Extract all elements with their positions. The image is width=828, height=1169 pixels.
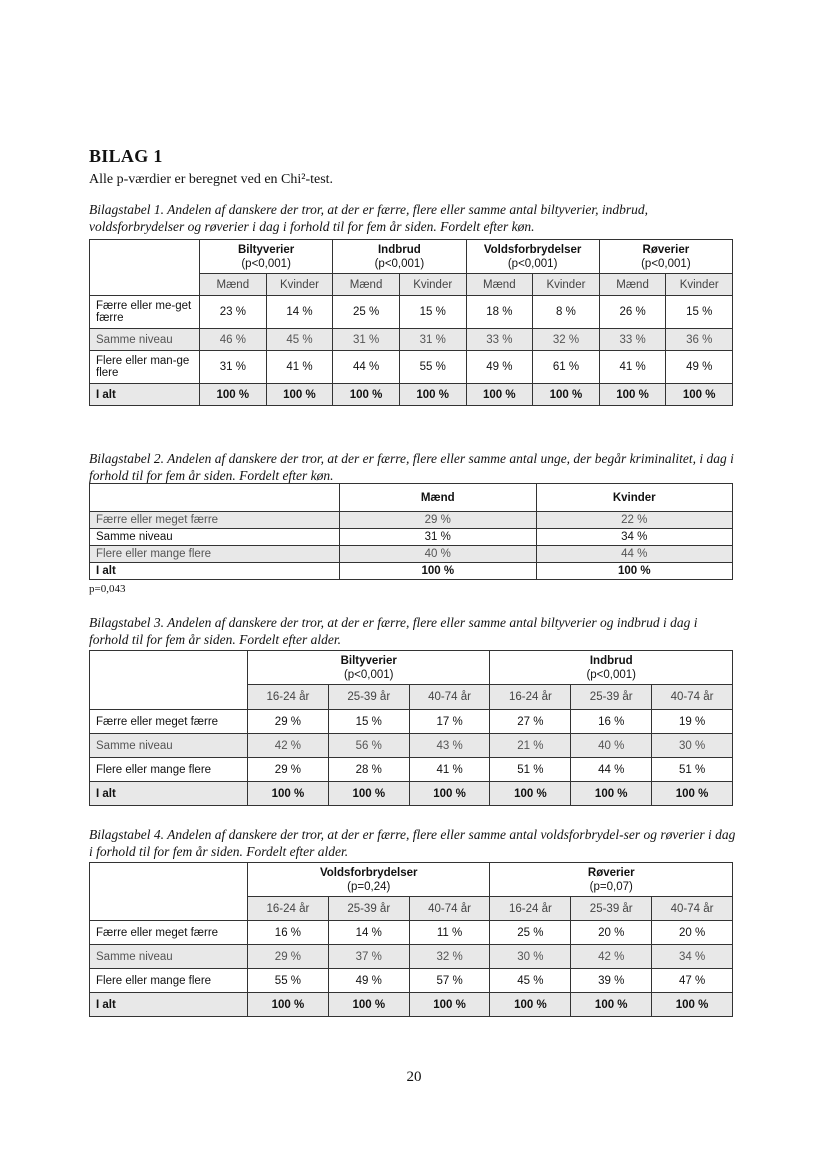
cell: 30 %: [490, 945, 571, 969]
cell: 25 %: [333, 296, 400, 329]
cell: 100 %: [599, 384, 666, 406]
cell: 15 %: [399, 296, 466, 329]
table4-subheader: 16-24 år: [490, 897, 571, 921]
table4-subheader: 25-39 år: [571, 897, 652, 921]
table4-caption: Bilagstabel 4. Andelen af danskere der tror, at der er færre, flere eller samme antal voldsforbrydel-ser og røverier i dag i forhold til for fem år siden. Fordelt efter alder.: [89, 827, 736, 859]
cell: 100 %: [248, 782, 329, 806]
table1-subheader: Kvinder: [266, 274, 333, 296]
table3-subheader: 40-74 år: [652, 685, 733, 710]
cell: 17 %: [409, 710, 490, 734]
cell: 51 %: [652, 758, 733, 782]
cell: 100 %: [248, 993, 329, 1017]
table3-subheader: 40-74 år: [409, 685, 490, 710]
cell: 57 %: [409, 969, 490, 993]
cell: 42 %: [571, 945, 652, 969]
row-label: I alt: [90, 782, 248, 806]
page-number: 20: [406, 1069, 422, 1085]
table-row: [90, 512, 733, 529]
cell: 21 %: [490, 734, 571, 758]
cell: 20 %: [571, 921, 652, 945]
cell: 100 %: [466, 384, 533, 406]
cell: 33 %: [466, 329, 533, 351]
cell: 31 %: [333, 329, 400, 351]
table-row: [90, 921, 733, 945]
table2-header: Kvinder: [536, 484, 733, 512]
row-label: I alt: [90, 563, 340, 580]
table3-caption: Bilagstabel 3. Andelen af danskere der tror, at der er færre, flere eller samme antal biltyverier og indbrud i dag i forhold til for fem år siden. Fordelt efter alder.: [89, 615, 698, 647]
row-label: Færre eller meget færre: [90, 921, 248, 945]
row-label: Flere eller mange flere: [90, 546, 340, 563]
cell: 29 %: [248, 710, 329, 734]
appendix-heading: BILAG 1: [89, 146, 163, 166]
table3-group-header: Indbrud (p<0,001): [490, 651, 733, 685]
cell: 49 %: [328, 969, 409, 993]
row-label: Færre eller meget færre: [90, 710, 248, 734]
table1-subheader: Kvinder: [399, 274, 466, 296]
table-row: [90, 296, 733, 329]
cell: 8 %: [533, 296, 600, 329]
table4-subheader: 25-39 år: [328, 897, 409, 921]
cell: 18 %: [466, 296, 533, 329]
cell: 26 %: [599, 296, 666, 329]
cell: 61 %: [533, 351, 600, 384]
cell: 100 %: [652, 993, 733, 1017]
cell: 31 %: [200, 351, 267, 384]
cell: 44 %: [571, 758, 652, 782]
cell: 27 %: [490, 710, 571, 734]
cell: 44 %: [536, 546, 733, 563]
table-row: [90, 758, 733, 782]
cell: 34 %: [536, 529, 733, 546]
table4-group-header: Røverier (p=0,07): [490, 863, 733, 897]
cell: 23 %: [200, 296, 267, 329]
cell: 41 %: [599, 351, 666, 384]
table1-caption: Bilagstabel 1. Andelen af danskere der tror, at der er færre, flere eller samme antal biltyverier, indbrud, voldsforbrydelser og røverier i dag i forhold til for fem år siden. Fordelt efter køn.: [89, 202, 649, 234]
table3-subheader: 25-39 år: [328, 685, 409, 710]
intro-text: Alle p-værdier er beregnet ved en Chi²-test.: [89, 172, 334, 187]
row-label: Flere eller mange flere: [90, 758, 248, 782]
table-row: [90, 546, 733, 563]
table3-subheader: 25-39 år: [571, 685, 652, 710]
row-label: Samme niveau: [90, 734, 248, 758]
table-row: [90, 351, 733, 384]
cell: 14 %: [266, 296, 333, 329]
cell: 25 %: [490, 921, 571, 945]
cell: 16 %: [571, 710, 652, 734]
table3-corner: [90, 651, 248, 710]
cell: 36 %: [666, 329, 733, 351]
table1-group-header: Indbrud (p<0,001): [333, 240, 466, 274]
row-label: Samme niveau: [90, 529, 340, 546]
cell: 28 %: [328, 758, 409, 782]
cell: 49 %: [466, 351, 533, 384]
cell: 55 %: [399, 351, 466, 384]
cell: 100 %: [200, 384, 267, 406]
cell: 34 %: [652, 945, 733, 969]
row-label: Samme niveau: [90, 329, 200, 351]
table4-group-header: Voldsforbrydelser (p=0,24): [248, 863, 490, 897]
cell: 43 %: [409, 734, 490, 758]
table3-subheader: 16-24 år: [490, 685, 571, 710]
table-row: [90, 384, 733, 406]
cell: 100 %: [266, 384, 333, 406]
table4-subheader: 40-74 år: [652, 897, 733, 921]
table2-header: Mænd: [340, 484, 537, 512]
table1-subheader: Mænd: [333, 274, 400, 296]
cell: 40 %: [340, 546, 537, 563]
cell: 31 %: [399, 329, 466, 351]
row-label: I alt: [90, 993, 248, 1017]
cell: 49 %: [666, 351, 733, 384]
table3-subheader: 16-24 år: [248, 685, 329, 710]
cell: 15 %: [328, 710, 409, 734]
row-label: I alt: [90, 384, 200, 406]
table-row: [90, 993, 733, 1017]
cell: 100 %: [571, 782, 652, 806]
table-row: [90, 945, 733, 969]
cell: 44 %: [333, 351, 400, 384]
cell: 45 %: [490, 969, 571, 993]
cell: 100 %: [533, 384, 600, 406]
cell: 15 %: [666, 296, 733, 329]
cell: 40 %: [571, 734, 652, 758]
table-row: [90, 329, 733, 351]
cell: 100 %: [328, 782, 409, 806]
cell: 29 %: [248, 945, 329, 969]
cell: 100 %: [399, 384, 466, 406]
cell: 33 %: [599, 329, 666, 351]
cell: 19 %: [652, 710, 733, 734]
cell: 47 %: [652, 969, 733, 993]
cell: 45 %: [266, 329, 333, 351]
cell: 100 %: [409, 993, 490, 1017]
cell: 37 %: [328, 945, 409, 969]
table-row: [90, 734, 733, 758]
table4-subheader: 40-74 år: [409, 897, 490, 921]
table2-caption: Bilagstabel 2. Andelen af danskere der tror, at der er færre, flere eller samme antal unge, der begår kriminalitet, i dag i forhold til for fem år siden. Fordelt efter køn.: [89, 451, 734, 483]
table1-group-header: Biltyverier (p<0,001): [200, 240, 333, 274]
table1-group-header: Voldsforbrydelser (p<0,001): [466, 240, 599, 274]
table-row: [90, 529, 733, 546]
cell: 22 %: [536, 512, 733, 529]
cell: 100 %: [490, 782, 571, 806]
cell: 16 %: [248, 921, 329, 945]
table1-group-header: Røverier (p<0,001): [599, 240, 732, 274]
row-label: Færre eller me-get færre: [90, 296, 200, 329]
cell: 51 %: [490, 758, 571, 782]
table-row: [90, 969, 733, 993]
table1-subheader: Kvinder: [666, 274, 733, 296]
table4: [89, 862, 733, 1017]
cell: 32 %: [533, 329, 600, 351]
row-label: Samme niveau: [90, 945, 248, 969]
cell: 100 %: [328, 993, 409, 1017]
cell: 31 %: [340, 529, 537, 546]
table4-subheader: 16-24 år: [248, 897, 329, 921]
cell: 100 %: [666, 384, 733, 406]
table1-subheader: Mænd: [599, 274, 666, 296]
cell: 100 %: [333, 384, 400, 406]
cell: 32 %: [409, 945, 490, 969]
table2-corner: [90, 484, 340, 512]
table-row: [90, 782, 733, 806]
cell: 100 %: [571, 993, 652, 1017]
cell: 20 %: [652, 921, 733, 945]
row-label: Flere eller man-ge flere: [90, 351, 200, 384]
cell: 100 %: [409, 782, 490, 806]
cell: 30 %: [652, 734, 733, 758]
table1-subheader: Kvinder: [533, 274, 600, 296]
cell: 11 %: [409, 921, 490, 945]
cell: 39 %: [571, 969, 652, 993]
cell: 100 %: [652, 782, 733, 806]
table1-subheader: Mænd: [466, 274, 533, 296]
table-row: [90, 710, 733, 734]
row-label: Flere eller mange flere: [90, 969, 248, 993]
cell: 100 %: [340, 563, 537, 580]
cell: 100 %: [490, 993, 571, 1017]
table3-group-header: Biltyverier (p<0,001): [248, 651, 490, 685]
table3: [89, 650, 733, 806]
cell: 42 %: [248, 734, 329, 758]
cell: 14 %: [328, 921, 409, 945]
row-label: Færre eller meget færre: [90, 512, 340, 529]
cell: 56 %: [328, 734, 409, 758]
table1: [89, 239, 733, 406]
table-row: [90, 563, 733, 580]
table2-p-value: p=0,043: [89, 583, 126, 595]
table1-corner: [90, 240, 200, 296]
cell: 100 %: [536, 563, 733, 580]
cell: 41 %: [409, 758, 490, 782]
cell: 55 %: [248, 969, 329, 993]
table4-corner: [90, 863, 248, 921]
cell: 29 %: [248, 758, 329, 782]
cell: 41 %: [266, 351, 333, 384]
cell: 29 %: [340, 512, 537, 529]
table1-subheader: Mænd: [200, 274, 267, 296]
cell: 46 %: [200, 329, 267, 351]
table2: [89, 483, 733, 580]
